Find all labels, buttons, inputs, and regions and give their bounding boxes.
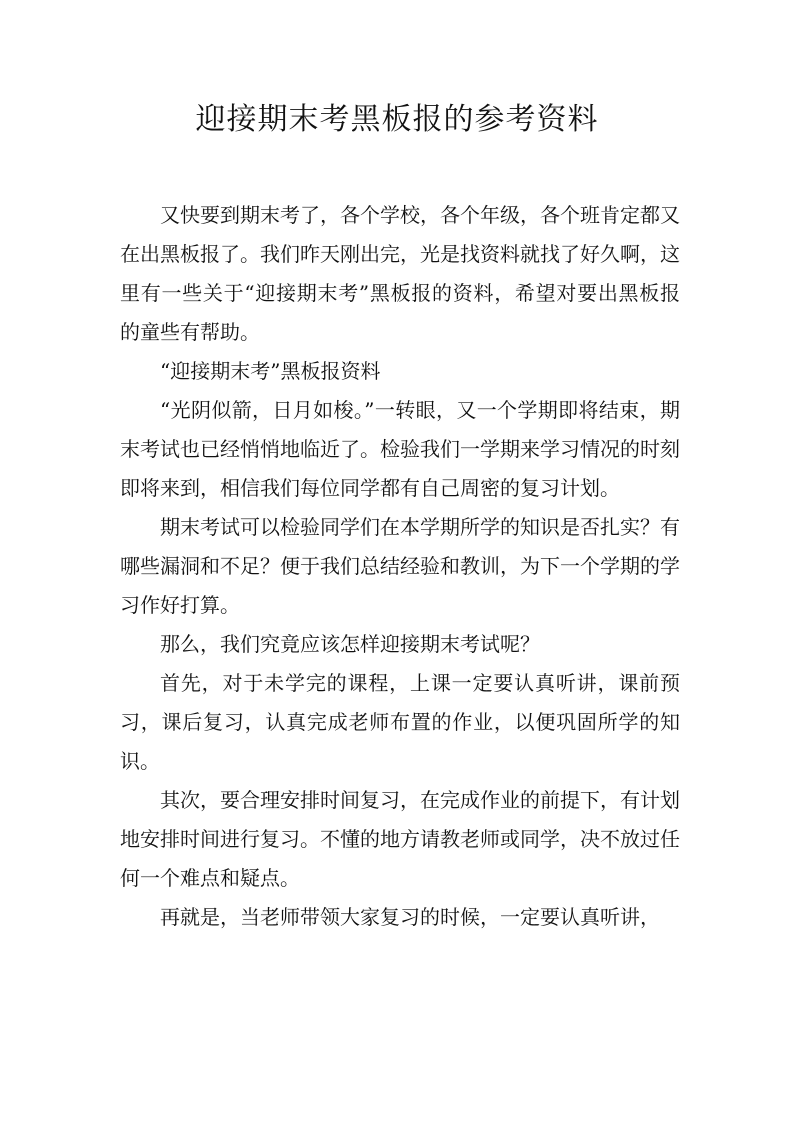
paragraph-subheading: “迎接期末考”黑板报资料 — [160, 359, 381, 383]
paragraph-second: 其次，要合理安排时间复习，在完成作业的前提下，有计划地安排时间进行复习。不懂的地方请教老师或同学，决不放过任何一个难点和疑点。 — [120, 788, 680, 890]
page-title: 迎接期末考黑板报的参考资料 — [195, 102, 599, 137]
document-body — [120, 196, 680, 937]
paragraph-third: 再就是，当老师带领大家复习的时候，一定要认真听讲， — [160, 905, 660, 929]
paragraph-question: 那么，我们究竟应该怎样迎接期末考试呢？ — [160, 632, 540, 656]
paragraph-first: 首先，对于未学完的课程，上课一定要认真听讲，课前预习，课后复习，认真完成老师布置的作业，以便巩固所学的知识。 — [120, 671, 680, 773]
paragraph-quote: “光阴似箭，日月如梭。”一转眼，又一个学期即将结束，期末考试也已经悄悄地临近了。检验我们一学期来学习情况的时刻即将来到，相信我们每位同学都有自己周密的复习计划。 — [120, 398, 680, 500]
paragraph-intro: 又快要到期末考了，各个学校，各个年级，各个班肯定都又在出黑板报了。我们昨天刚出完，光是找资料就找了好久啊，这里有一些关于“迎接期末考”黑板报的资料，希望对要出黑板报的童些有帮助。 — [120, 203, 680, 344]
paragraph-purpose: 期末考试可以检验同学们在本学期所学的知识是否扎实？有哪些漏洞和不足？便于我们总结经验和教训，为下一个学期的学习作好打算。 — [120, 515, 680, 617]
